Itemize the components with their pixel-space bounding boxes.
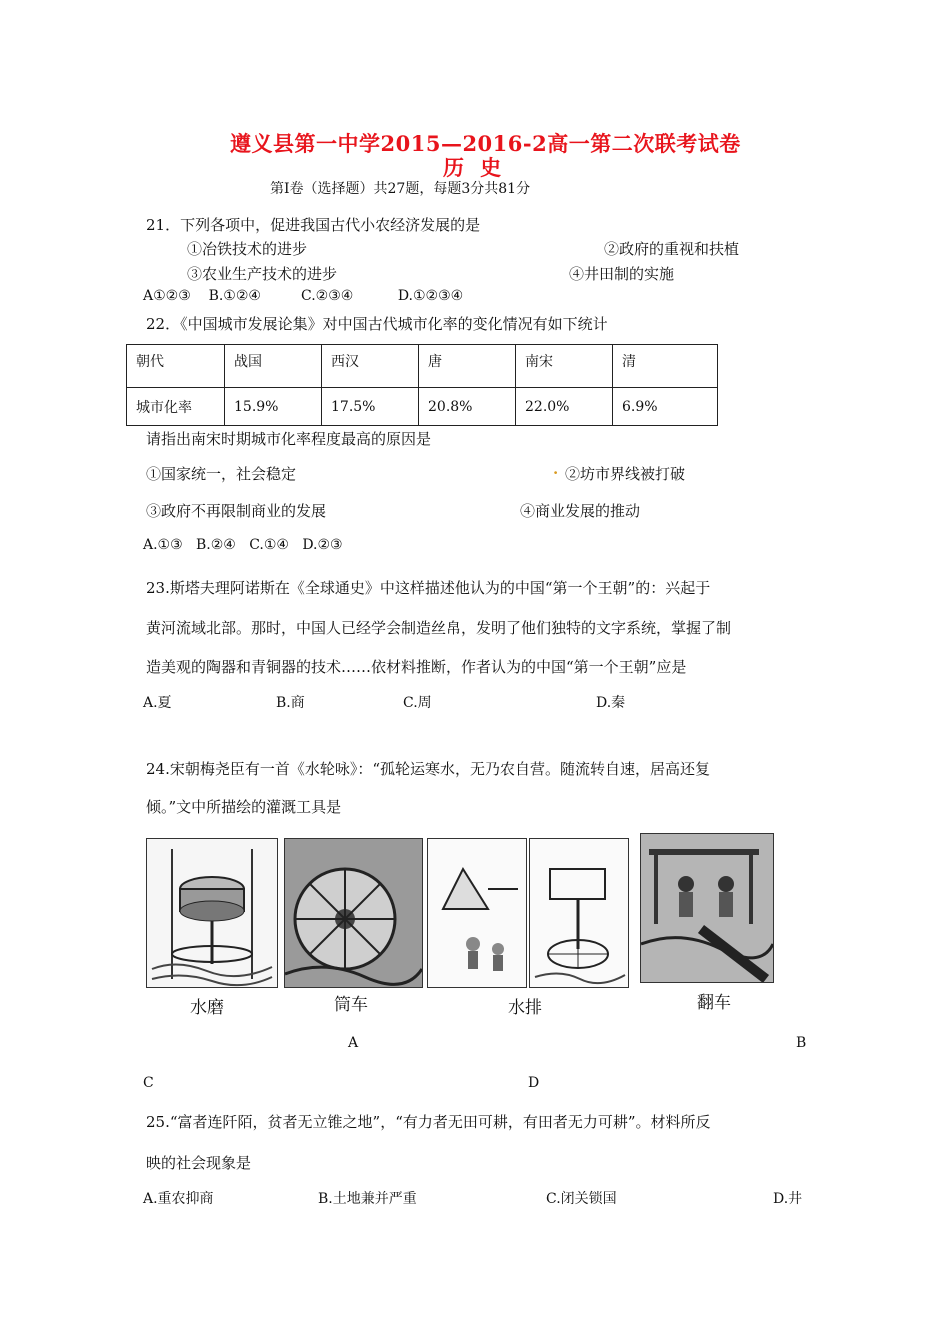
- q21-option-1: ①冶铁技术的进步: [187, 240, 308, 258]
- table-cell: 清: [613, 345, 718, 388]
- q24-line-1: 24.宋朝梅尧臣有一首《水轮咏》：“孤轮运寒水，无乃农自营。随流转自速，居高还复: [146, 760, 711, 778]
- q21-option-2: ②政府的重视和扶植: [604, 240, 740, 258]
- q24-label-c: C: [143, 1075, 154, 1091]
- table-cell: 战国: [225, 345, 322, 388]
- table-cell: 唐: [419, 345, 516, 388]
- q22-question: 请指出南宋时期城市化率程度最高的原因是: [146, 430, 432, 448]
- table-cell: 朝代: [127, 345, 225, 388]
- q25-option-b: B.土地兼并严重: [318, 1191, 417, 1207]
- q25-option-c: C.闭关锁国: [546, 1191, 617, 1207]
- urbanization-table: [126, 344, 718, 426]
- q22-option-3: ③政府不再限制商业的发展: [146, 502, 327, 520]
- q22-answers: A.①③ B.②④ C.①④ D.②③: [143, 537, 343, 553]
- table-cell: 15.9%: [225, 388, 322, 426]
- table-cell: 17.5%: [322, 388, 419, 426]
- water-mill-illustration: [146, 838, 278, 988]
- caption-square-pallet: 翻车: [697, 993, 731, 1013]
- q21-option-3: ③农业生产技术的进步: [187, 265, 338, 283]
- q25-option-d: D.井: [773, 1191, 803, 1207]
- section-heading: 第Ⅰ卷（选择题）共27题，每题3分共81分: [270, 181, 531, 197]
- tube-wheel-illustration: [284, 838, 423, 988]
- q23-line-3: 造美观的陶器和青铜器的技术……依材料推断，作者认为的中国“第一个王朝”应是: [146, 658, 687, 676]
- q22-stem: 22．《中国城市发展论集》对中国古代城市化率的变化情况有如下统计: [146, 315, 608, 333]
- table-cell: 6.9%: [613, 388, 718, 426]
- table-cell: 南宋: [516, 345, 613, 388]
- q21-option-4: ④井田制的实施: [569, 265, 675, 283]
- q23-option-a: A.夏: [143, 695, 172, 711]
- q24-label-b: B: [796, 1035, 807, 1051]
- q25-line-1: 25.“富者连阡陌，贫者无立锥之地”，“有力者无田可耕，有田者无力可耕”。材料所反: [146, 1113, 711, 1131]
- water-bellows-illustration-right: [529, 838, 629, 988]
- subject-title: 历 史: [443, 155, 502, 180]
- q22-option-2: ②坊市界线被打破: [565, 465, 686, 483]
- q23-line-1: 23.斯塔夫理阿诺斯在《全球通史》中这样描述他认为的中国“第一个王朝”的：兴起于: [146, 579, 711, 597]
- q23-option-c: C.周: [403, 695, 432, 711]
- exam-title: 遵义县第一中学2015—2016-2高一第二次联考试卷: [230, 131, 741, 156]
- water-bellows-illustration-left: [427, 838, 527, 988]
- caption-tube-wheel: 筒车: [334, 995, 368, 1015]
- q22-option-4: ④商业发展的推动: [520, 502, 641, 520]
- table-cell: 20.8%: [419, 388, 516, 426]
- table-cell: 22.0%: [516, 388, 613, 426]
- q23-option-d: D.秦: [596, 695, 626, 711]
- q25-line-2: 映的社会现象是: [146, 1154, 252, 1172]
- q24-label-a: A: [348, 1035, 359, 1051]
- table-cell: 城市化率: [127, 388, 225, 426]
- q21-answers: A①②③ B.①②④ C.②③④ D.①②③④: [143, 288, 464, 304]
- table-header-row: [127, 345, 718, 388]
- decorative-dot: .: [553, 460, 559, 478]
- table-row: [127, 388, 718, 426]
- q22-option-1: ①国家统一，社会稳定: [146, 465, 297, 483]
- q24-label-d: D: [528, 1075, 540, 1091]
- q21-stem: 21．下列各项中，促进我国古代小农经济发展的是: [146, 216, 481, 234]
- q23-line-2: 黄河流域北部。那时，中国人已经学会制造丝帛，发明了他们独特的文字系统，掌握了制: [146, 619, 732, 637]
- table-cell: 西汉: [322, 345, 419, 388]
- caption-water-bellows: 水排: [508, 998, 542, 1018]
- caption-water-mill: 水磨: [190, 998, 224, 1018]
- q25-option-a: A.重农抑商: [143, 1191, 214, 1207]
- square-pallet-chain-pump-illustration: [640, 833, 774, 983]
- q24-line-2: 倾。”文中所描绘的灌溉工具是: [146, 798, 342, 816]
- q23-option-b: B.商: [276, 695, 305, 711]
